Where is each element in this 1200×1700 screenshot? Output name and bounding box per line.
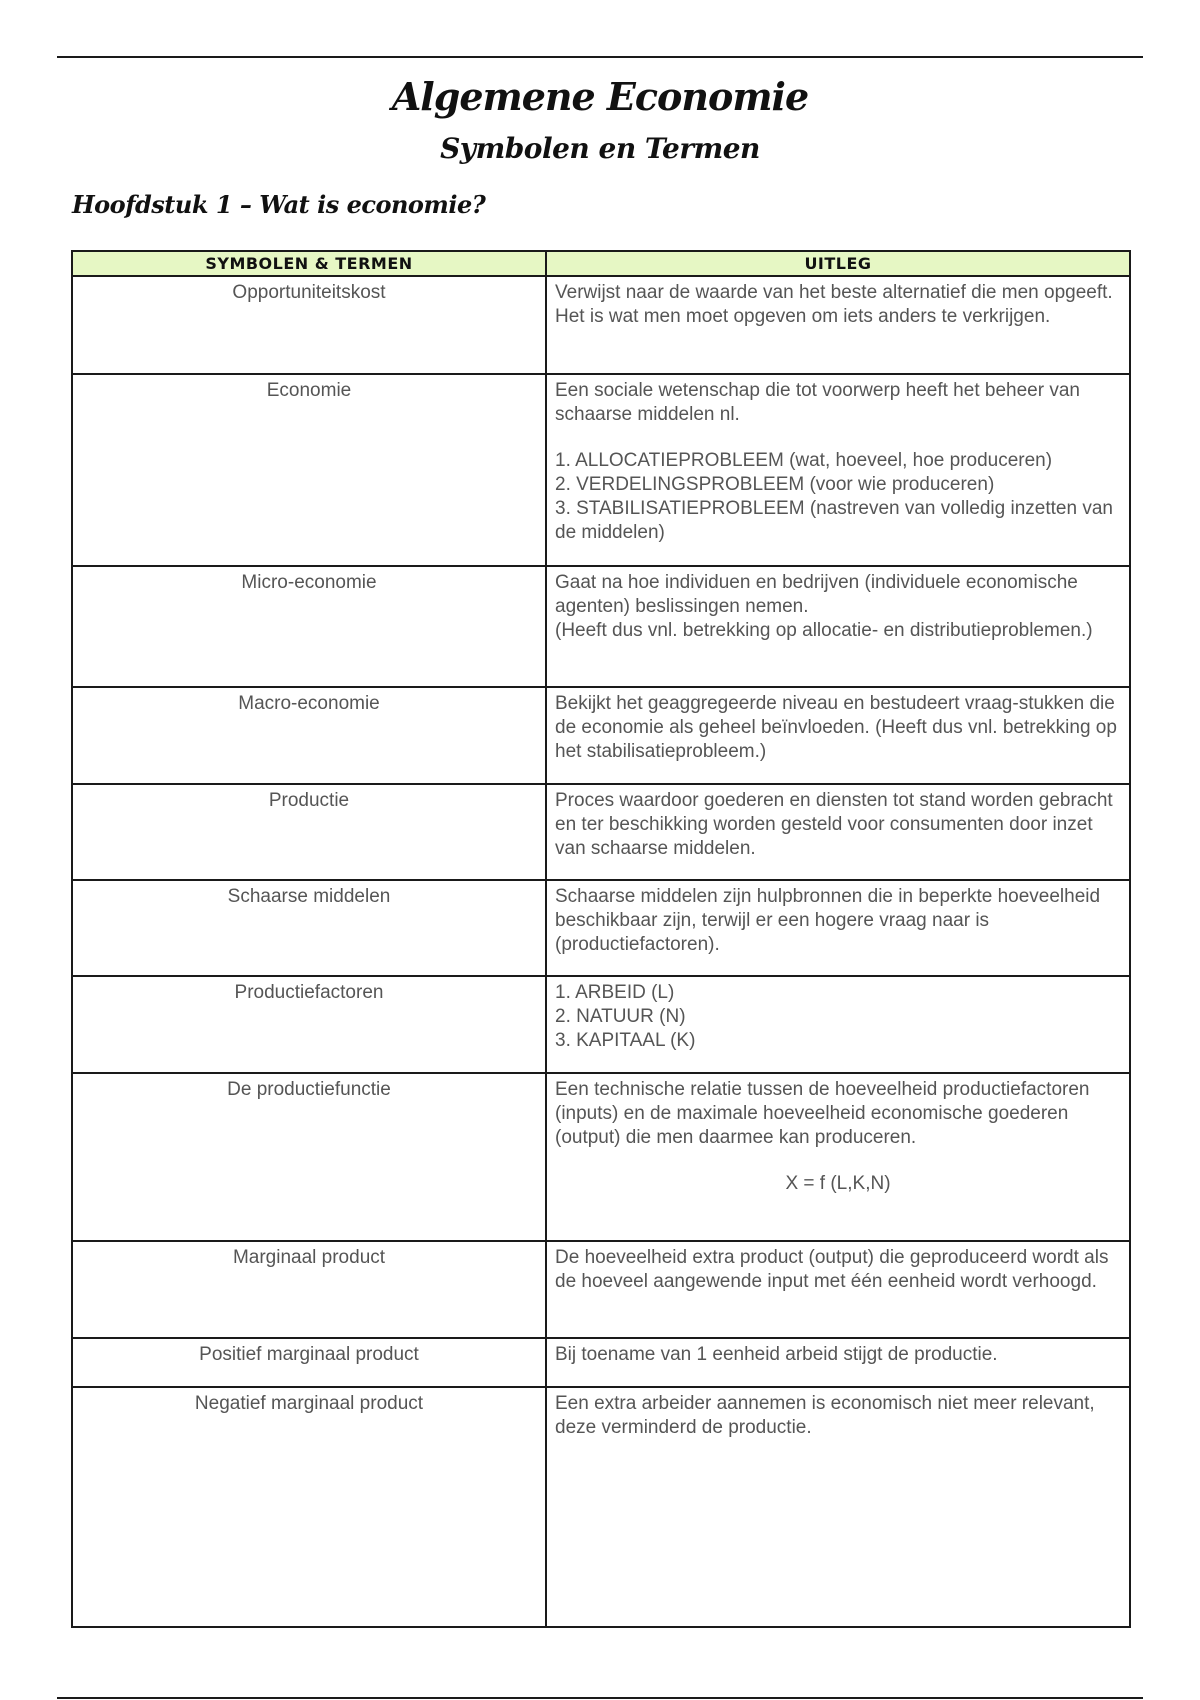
terms-table — [71, 250, 1131, 1628]
table-row — [72, 1387, 1130, 1627]
explanation-cell — [546, 1338, 1130, 1387]
explanation-line: De hoeveelheid extra product (output) die geproduceerd wordt als de hoeveel aangewende input met één eenheid wordt verhoogd. — [555, 1247, 1109, 1292]
explanation-line: Schaarse middelen zijn hulpbronnen die in beperkte hoeveelheid beschikbaar zijn, terwijl er een hogere vraag naar is (productiefactoren). — [555, 886, 1101, 955]
top-rule — [57, 56, 1143, 58]
table-row — [72, 784, 1130, 880]
chapter-heading: Hoofdstuk 1 – Wat is economie? — [72, 190, 486, 219]
explanation-line: 3. STABILISATIEPROBLEEM (nastreven van volledig inzetten van de middelen) — [555, 498, 1113, 543]
term-cell: Productie — [72, 784, 546, 880]
explanation-line: Een technische relatie tussen de hoeveelheid productiefactoren (inputs) en de maximale hoeveelheid economische goederen (output) die men daarmee kan produceren. — [555, 1079, 1090, 1148]
explanation-cell — [546, 1241, 1130, 1338]
term-cell: Opportuniteitskost — [72, 276, 546, 374]
table-row — [72, 880, 1130, 976]
table-row — [72, 276, 1130, 374]
spacer — [555, 427, 1121, 449]
term-cell: Macro-economie — [72, 687, 546, 784]
header-row — [72, 251, 1130, 276]
explanation-cell — [546, 976, 1130, 1073]
explanation-line: Gaat na hoe individuen en bedrijven (individuele economische agenten) beslissingen nemen. — [555, 572, 1078, 617]
term-cell: Marginaal product — [72, 1241, 546, 1338]
explanation-line: 1. ARBEID (L) — [555, 982, 675, 1003]
explanation-cell — [546, 784, 1130, 880]
explanation-cell — [546, 1073, 1130, 1241]
explanation-cell — [546, 880, 1130, 976]
term-cell: Negatief marginaal product — [72, 1387, 546, 1627]
table-row — [72, 1073, 1130, 1241]
term-cell: Micro-economie — [72, 566, 546, 687]
explanation-line: (Heeft dus vnl. betrekking op allocatie- en distributieproblemen.) — [555, 620, 1093, 641]
term-cell: Schaarse middelen — [72, 880, 546, 976]
spacer — [555, 1150, 1121, 1172]
explanation-line: 1. ALLOCATIEPROBLEEM (wat, hoeveel, hoe produceren) — [555, 450, 1053, 471]
explanation-cell — [546, 374, 1130, 566]
table-row — [72, 687, 1130, 784]
term-cell: Positief marginaal product — [72, 1338, 546, 1387]
table-row — [72, 374, 1130, 566]
document-title: Algemene Economie — [391, 74, 809, 119]
explanation-line: Een sociale wetenschap die tot voorwerp heeft het beheer van schaarse middelen nl. — [555, 380, 1080, 425]
explanation-line: Bij toename van 1 eenheid arbeid stijgt de productie. — [555, 1344, 998, 1365]
production-formula: X = f (L,K,N) — [785, 1173, 891, 1194]
bottom-rule — [57, 1697, 1143, 1699]
header-explanation: UITLEG — [546, 251, 1130, 276]
explanation-cell — [546, 687, 1130, 784]
table-row — [72, 976, 1130, 1073]
term-cell: Productiefactoren — [72, 976, 546, 1073]
explanation-line: 2. VERDELINGSPROBLEEM (voor wie produceren) — [555, 474, 995, 495]
explanation-line: Een extra arbeider aannemen is economisch niet meer relevant, deze verminderd de productie. — [555, 1393, 1095, 1438]
explanation-line: 3. KAPITAAL (K) — [555, 1030, 696, 1051]
table-row — [72, 1241, 1130, 1338]
term-cell: De productiefunctie — [72, 1073, 546, 1241]
table-row — [72, 1338, 1130, 1387]
explanation-line: Verwijst naar de waarde van het beste alternatief die men opgeeft. Het is wat men moet opgeven om iets anders te verkrijgen. — [555, 282, 1113, 327]
explanation-line: Bekijkt het geaggregeerde niveau en bestudeert vraag-stukken die de economie als geheel beïnvloeden. (Heeft dus vnl. betrekking op het stabilisatieprobleem.) — [555, 693, 1117, 762]
explanation-cell — [546, 276, 1130, 374]
header-terms: SYMBOLEN & TERMEN — [72, 251, 546, 276]
explanation-line: 2. NATUUR (N) — [555, 1006, 686, 1027]
explanation-line: Proces waardoor goederen en diensten tot stand worden gebracht en ter beschikking worden gesteld voor consumenten door inzet van schaarse middelen. — [555, 790, 1113, 859]
document-subtitle: Symbolen en Termen — [440, 132, 760, 165]
table-row — [72, 566, 1130, 687]
explanation-cell — [546, 566, 1130, 687]
term-cell: Economie — [72, 374, 546, 566]
explanation-cell — [546, 1387, 1130, 1627]
